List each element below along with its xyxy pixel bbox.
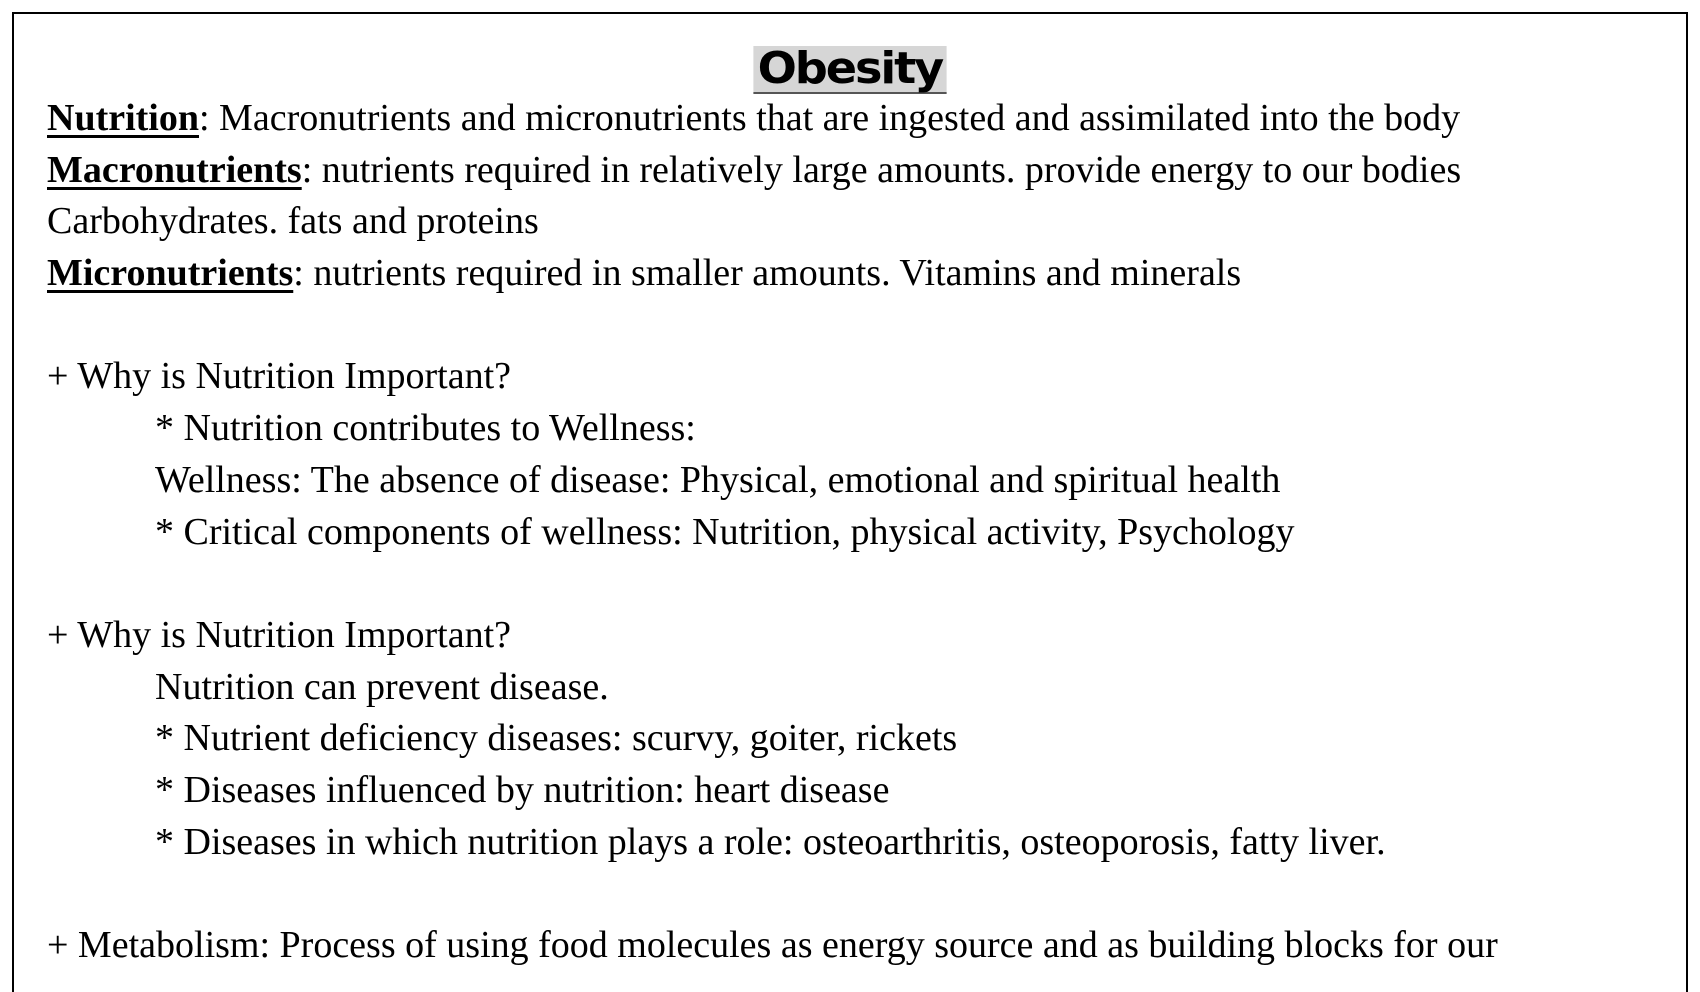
definition-nutrition <box>47 93 1498 145</box>
section-heading: + Why is Nutrition Important? <box>47 613 511 656</box>
list-item: * Diseases influenced by nutrition: heart disease <box>155 768 890 811</box>
list-item: * Critical components of wellness: Nutrition, physical activity, Psychology <box>155 510 1295 553</box>
definition-micronutrients <box>47 248 1498 300</box>
list-item: Wellness: The absence of disease: Physical, emotional and spiritual health <box>155 458 1281 501</box>
list-item: * Nutrition contributes to Wellness: <box>155 407 696 450</box>
term: Nutrition <box>47 97 199 139</box>
definition-text: : Macronutrients and micronutrients that are ingested and assimilated into the body <box>199 97 1461 139</box>
section-heading: + Metabolism: Process of using food molecules as energy source and as building blocks for our <box>47 924 1498 966</box>
list-item: Nutrition can prevent disease. <box>155 665 609 708</box>
definition-text: : nutrients required in relatively large amounts. provide energy to our bodies <box>301 148 1462 191</box>
macronutrient-examples <box>47 196 1498 248</box>
definition-text: Carbohydrates. fats and proteins <box>47 200 539 243</box>
term: Macronutrients <box>47 148 302 191</box>
term: Micronutrients <box>47 252 294 295</box>
document-body <box>47 93 1498 972</box>
list-item: * Diseases in which nutrition plays a role: osteoarthritis, osteoporosis, fatty liver. <box>155 820 1386 863</box>
definition-macronutrients <box>47 145 1498 197</box>
definition-text: : nutrients required in smaller amounts. Vitamins and minerals <box>293 252 1242 295</box>
page-title: Obesity <box>754 46 947 94</box>
list-item: * Nutrient deficiency diseases: scurvy, goiter, rickets <box>155 717 958 760</box>
section-heading: + Why is Nutrition Important? <box>47 355 511 398</box>
